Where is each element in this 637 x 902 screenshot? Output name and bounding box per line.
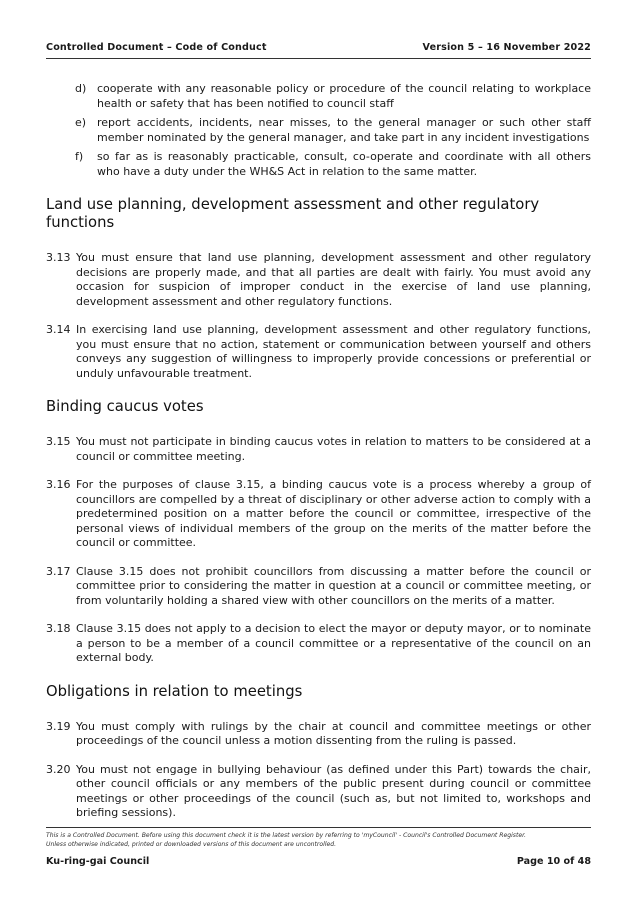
footer-organisation: Ku-ring-gai Council xyxy=(46,856,150,867)
clause-number: 3.17 xyxy=(46,564,71,578)
clause-number: 3.20 xyxy=(46,762,71,776)
header-divider xyxy=(46,58,591,59)
clause-3-20 xyxy=(46,763,591,821)
clause-text: You must comply with rulings by the chair at council and committee meetings or other proceedings of the council unless a motion dissenting from the ruling is passed. xyxy=(76,719,591,747)
list-label: f) xyxy=(75,150,84,163)
list-item-d xyxy=(46,82,591,111)
header-version: Version 5 – 16 November 2022 xyxy=(422,42,591,53)
clause-number: 3.14 xyxy=(46,323,71,336)
list-text: cooperate with any reasonable policy or procedure of the council relating to workplace health or safety that has been notified to council staff xyxy=(97,82,591,110)
clause-text: Clause 3.15 does not prohibit councillors from discussing a matter before the council or committee prior to considering the matter in question at a council or committee meeting, or from voluntarily holding a shared view with other councillors on the merits of a matter. xyxy=(76,564,591,607)
section-heading-binding-caucus: Binding caucus votes xyxy=(46,398,204,415)
disclaimer-line-1: This is a Controlled Document. Before using this document check it is the latest version by referring to 'myCouncil' - Council's Controlled Document Register. xyxy=(46,832,526,839)
list-item-f xyxy=(46,150,591,179)
page-header xyxy=(46,42,591,53)
clause-3-13 xyxy=(46,251,591,309)
clause-3-15 xyxy=(46,435,591,464)
clause-number: 3.18 xyxy=(46,622,71,635)
list-text: report accidents, incidents, near misses, to the general manager or such other staff member nominated by the general manager, and take part in any incident investigations xyxy=(97,116,591,144)
clause-text: For the purposes of clause 3.15, a binding caucus vote is a process whereby a group of councillors are compelled by a threat of disciplinary or other adverse action to comply with a predetermined position on a matter before the council or committee, irrespective of the personal views of individual members of the group on the merits of the matter before the council or committee. xyxy=(76,478,591,549)
clause-number: 3.16 xyxy=(46,478,71,491)
page-content xyxy=(46,82,591,835)
clause-number: 3.19 xyxy=(46,719,71,733)
list-label: d) xyxy=(75,82,87,95)
clause-text: Clause 3.15 does not apply to a decision to elect the mayor or deputy mayor, or to nominate a person to be a member of a council committee or a representative of the council on an external body. xyxy=(76,622,591,664)
disclaimer-line-2: Unless otherwise indicated, printed or downloaded versions of this document are uncontrolled. xyxy=(46,841,337,848)
clause-3-14 xyxy=(46,323,591,381)
clause-text: In exercising land use planning, development assessment and other regulatory functions, you must ensure that no action, statement or communication between yourself and others conveys any suggestion of willingness to improperly provide concessions or preferential or unduly unfavourable treatment. xyxy=(76,323,591,380)
header-document-title: Controlled Document – Code of Conduct xyxy=(46,42,267,53)
clause-number: 3.13 xyxy=(46,251,71,264)
clause-3-16 xyxy=(46,478,591,551)
list-label: e) xyxy=(75,116,87,129)
footer-divider xyxy=(46,827,591,828)
clause-3-19 xyxy=(46,720,591,749)
clause-text: You must ensure that land use planning, development assessment and other regulatory decisions are properly made, and that all parties are dealt with fairly. You must avoid any occasion for suspicion of improper conduct in the exercise of land use planning, development assessment and other regulatory functions. xyxy=(76,251,591,308)
list-text: so far as is reasonably practicable, consult, co-operate and coordinate with all others who have a duty under the WH&S Act in relation to the same matter. xyxy=(97,150,591,178)
page-footer xyxy=(46,856,591,867)
list-item-e xyxy=(46,116,591,145)
section-heading-meetings: Obligations in relation to meetings xyxy=(46,682,303,700)
clause-3-18 xyxy=(46,622,591,666)
clause-text: You must not participate in binding caucus votes in relation to matters to be considered at a council or committee meeting. xyxy=(76,435,591,463)
section-heading-land-use: Land use planning, development assessment and other regulatory functions xyxy=(46,196,540,231)
clause-text: You must not engage in bullying behaviour (as defined under this Part) towards the chair, other council officials or any members of the public present during council or committee meetings or other proceedings of the council (such as, but not limited to, workshops and briefing sessions). xyxy=(76,762,591,819)
clause-3-17 xyxy=(46,565,591,609)
footer-page-number: Page 10 of 48 xyxy=(516,856,591,867)
clause-number: 3.15 xyxy=(46,435,71,448)
footer-disclaimer xyxy=(46,831,591,849)
